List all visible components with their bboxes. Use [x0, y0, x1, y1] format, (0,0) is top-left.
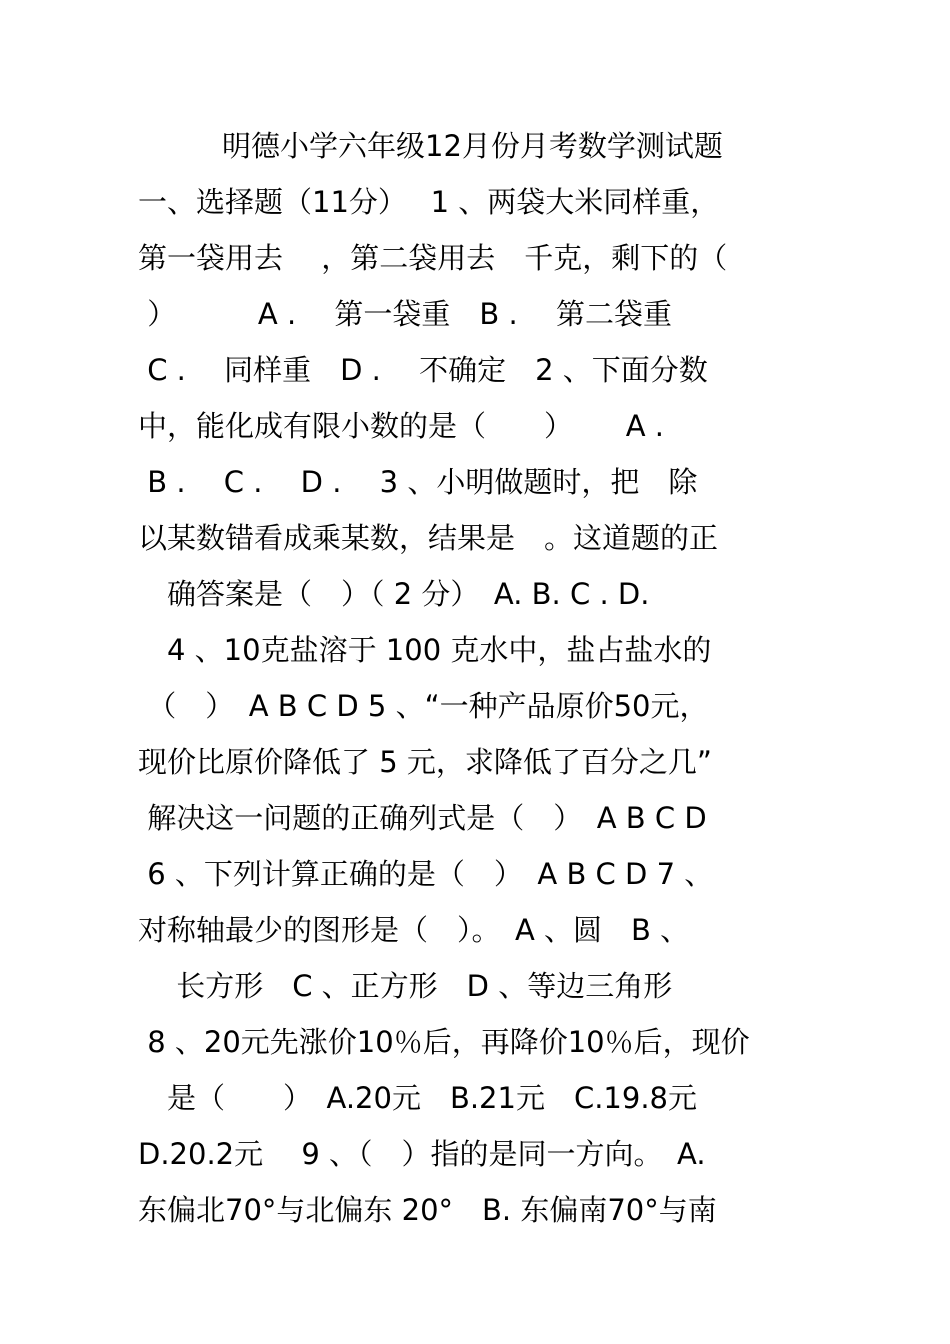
text-line-10: （ ） A B C D 5 、“一种产品原价50元，	[138, 689, 709, 723]
text-line-16: 8 、20元先涨价10％后，再降价10％后，现价	[138, 1025, 750, 1059]
text-line-6: B . C . D . 3 、小明做题时，把 除	[138, 465, 698, 499]
text-line-9: 4 、10克盐溶于 100 克水中，盐占盐水的	[138, 633, 712, 667]
text-line-2: 第一袋用去 ，第二袋用去 千克，剩下的（	[138, 241, 728, 275]
text-line-5: 中，能化成有限小数的是（ ） A .	[138, 409, 664, 443]
text-line-8: 确答案是（ ）（ 2 分） A. B. C . D.	[138, 577, 650, 611]
text-line-4: C . 同样重 D . 不确定 2 、下面分数	[138, 353, 708, 387]
text-line-18: D.20.2元 9 、（ ）指的是同一方向。 A.	[138, 1137, 706, 1171]
text-line-3: ） A . 第一袋重 B . 第二袋重	[138, 297, 672, 331]
page-title: 明德小学六年级12月份月考数学测试题	[222, 129, 723, 163]
text-line-11: 现价比原价降低了 5 元，求降低了百分之几”	[138, 745, 712, 779]
text-line-7: 以某数错看成乘某数，结果是 。这道题的正	[138, 521, 719, 555]
text-line-15: 长方形 C 、正方形 D 、等边三角形	[138, 969, 673, 1003]
text-line-19: 东偏北70°与北偏东 20° B. 东偏南70°与南	[138, 1193, 717, 1227]
text-line-14: 对称轴最少的图形是（ ）。 A 、圆 B 、	[138, 913, 690, 947]
text-line-1: 一、选择题（11分） 1 、两袋大米同样重，	[138, 185, 720, 219]
text-line-13: 6 、下列计算正确的是（ ） A B C D 7 、	[138, 857, 714, 891]
text-line-17: 是（ ） A.20元 B.21元 C.19.8元	[138, 1081, 698, 1115]
text-line-12: 解决这一问题的正确列式是（ ） A B C D	[138, 801, 707, 835]
